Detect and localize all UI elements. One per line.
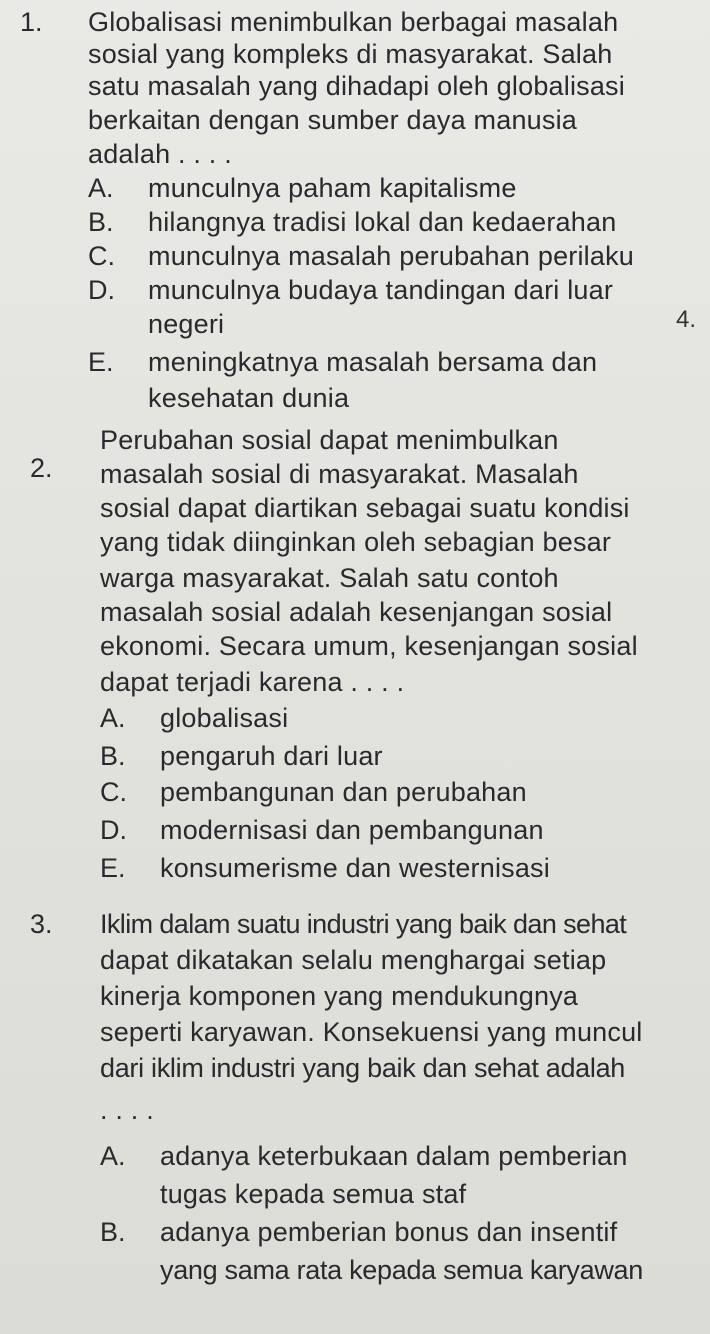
question-stem-line: sosial yang kompleks di masyarakat. Salah [88,39,613,69]
option-text: pengaruh dari luar [160,741,383,771]
option-letter: A. [100,1141,126,1171]
question-stem-line: ekonomi. Secara umum, kesenjangan sosial [100,631,638,661]
option-text: globalisasi [160,703,289,733]
next-column-question-number: 4. [676,306,697,333]
option-letter: C. [100,777,127,807]
question-stem-line: Iklim dalam suatu industri yang baik dan sehat [100,909,627,939]
option-letter: D. [88,275,115,305]
option-text: tugas kepada semua staf [160,1179,467,1209]
question-stem-line: . . . . [100,1095,154,1125]
question-stem-line: kinerja komponen yang mendukungnya [100,981,579,1011]
question-stem-line: satu masalah yang dihadapi oleh globalisasi [88,71,625,101]
question-stem-line: Globalisasi menimbulkan berbagai masalah [88,7,619,37]
question-stem-line: warga masyarakat. Salah satu contoh [100,563,559,593]
option-text: munculnya budaya tandingan dari luar [148,275,614,305]
option-text: konsumerisme dan westernisasi [160,853,550,883]
option-letter: E. [88,347,114,377]
option-text: modernisasi dan pembangunan [160,815,544,845]
option-text: pembangunan dan perubahan [160,777,527,807]
option-letter: D. [100,815,127,845]
option-letter: A. [100,703,126,733]
option-text: meningkatnya masalah bersama dan [148,347,598,377]
question-stem-line: Perubahan sosial dapat menimbulkan [100,425,559,455]
option-text: kesehatan dunia [148,383,350,413]
question-number: 1. [20,7,43,37]
question-stem-line: yang tidak diinginkan oleh sebagian besar [100,527,612,557]
option-letter: B. [88,207,114,237]
question-stem-line: masalah sosial adalah kesenjangan sosial [100,597,613,627]
option-letter: C. [88,241,115,271]
option-text: munculnya masalah perubahan perilaku [148,241,635,271]
option-text: adanya pemberian bonus dan insentif [160,1217,618,1247]
option-text: adanya keterbukaan dalam pemberian [160,1141,628,1171]
option-text: negeri [148,309,225,339]
question-number: 2. [30,453,53,483]
question-stem-line: seperti karyawan. Konsekuensi yang muncul [100,1017,643,1047]
option-letter: B. [100,741,126,771]
option-letter: E. [100,853,126,883]
option-text: munculnya paham kapitalisme [148,173,517,203]
question-stem-line: dapat dikatakan selalu menghargai setiap [100,945,607,975]
question-stem-line: dari iklim industri yang baik dan sehat adalah [100,1053,626,1083]
option-letter: B. [100,1217,126,1247]
option-letter: A. [88,173,114,203]
question-stem-line: berkaitan dengan sumber daya manusia [88,105,578,135]
question-number: 3. [30,909,53,939]
question-stem-line: dapat terjadi karena . . . . [100,667,405,697]
question-stem-line: adalah . . . . [88,139,232,169]
option-text: yang sama rata kepada semua karyawan [160,1255,643,1285]
question-stem-line: sosial dapat diartikan sebagai suatu kondisi [100,493,630,523]
option-text: hilangnya tradisi lokal dan kedaerahan [148,207,617,237]
question-stem-line: masalah sosial di masyarakat. Masalah [100,459,579,489]
